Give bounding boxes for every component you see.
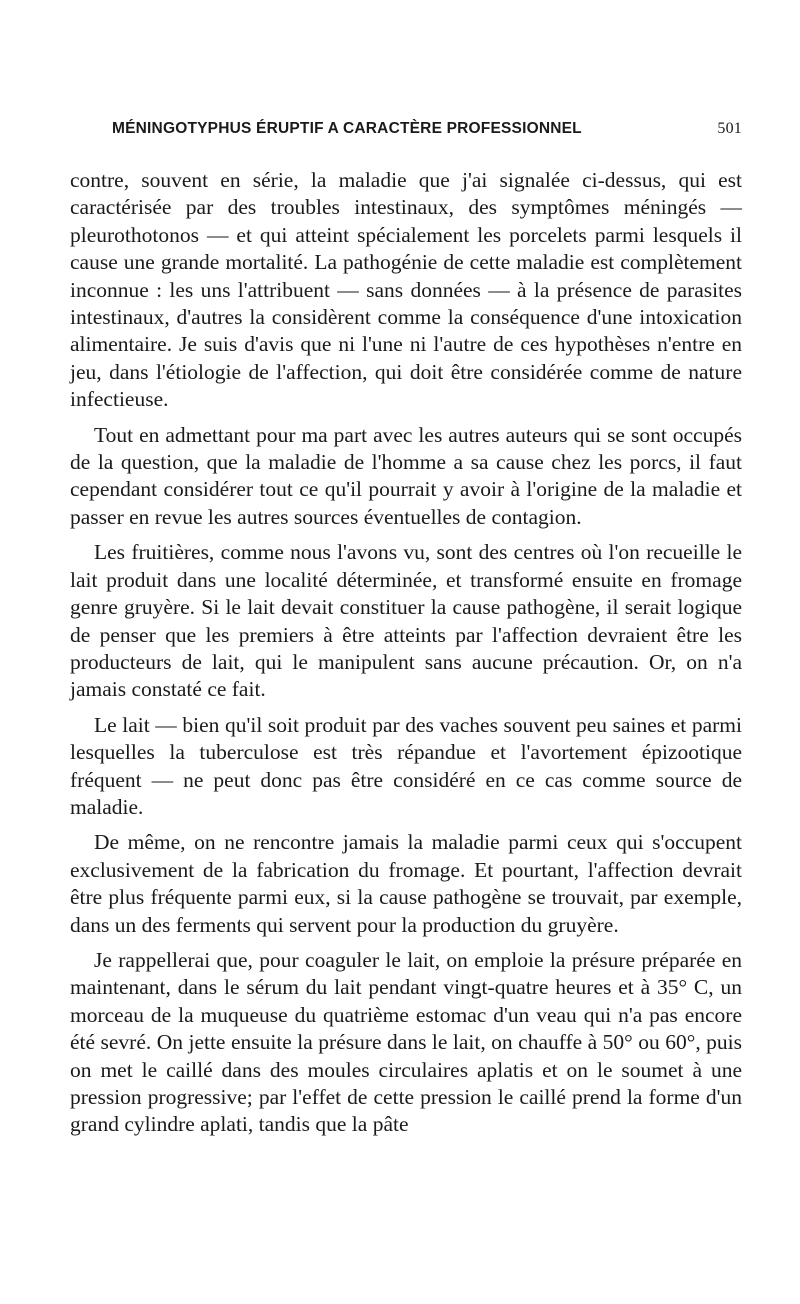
running-head [112,120,742,144]
body-text [70,167,742,1147]
paragraph-1: contre, souvent en série, la maladie que j'ai signalée ci-dessus, qui est caractérisée par des troubles intestinaux, des symptômes méningés — pleurothotonos — et qui atteint spécialement les porcelets parmi lesquels il cause une grande mortalité. La pathogénie de cette maladie est complètement inconnue : les uns l'attribuent — sans données — à la présence de parasites intestinaux, d'autres la considèrent comme la conséquence d'une intoxication alimentaire. Je suis d'avis que ni l'une ni l'autre de ces hypothèses n'entre en jeu, dans l'étiologie de l'affection, qui doit être considérée comme de nature infectieuse. [70,168,742,412]
page-number: 501 [717,120,742,137]
paragraph-3: Les fruitières, comme nous l'avons vu, sont des centres où l'on recueille le lait produit dans une localité déterminée, et transformé ensuite en fromage genre gruyère. Si le lait devait constituer la cause pathogène, il serait logique de penser que les premiers à être atteints par l'affection devraient être les producteurs de lait, qui le manipulent sans aucune précaution. Or, on n'a jamais constaté ce fait. [70,540,742,702]
book-page [70,0,742,1304]
paragraph-5: De même, on ne rencontre jamais la maladie parmi ceux qui s'occupent exclusivement de la fabrication du fromage. Et pourtant, l'affection devrait être plus fréquente parmi eux, si la cause pathogène se trouvait, par exemple, dans un des ferments qui servent pour la production du gruyère. [70,830,742,937]
running-title: MÉNINGOTYPHUS ÉRUPTIF A CARACTÈRE PROFESSIONNEL [112,120,582,137]
paragraph-4: Le lait — bien qu'il soit produit par des vaches souvent peu saines et parmi lesquelles la tuberculose est très répandue et l'avortement épizootique fréquent — ne peut donc pas être considéré en ce cas comme source de maladie. [70,712,742,819]
paragraph-2: Tout en admettant pour ma part avec les autres auteurs qui se sont occupés de la question, que la maladie de l'homme a sa cause chez les porcs, il faut cependant considérer tout ce qu'il pourrait y avoir à l'origine de la maladie et passer en revue les autres sources éventuelles de contagion. [70,422,742,529]
paragraph-6: Je rappellerai que, pour coaguler le lait, on emploie la présure préparée en maintenant, dans le sérum du lait pendant vingt-quatre heures et à 35° C, un morceau de la muqueuse du quatrième estomac d'un veau qui n'a pas encore été sevré. On jette ensuite la présure dans le lait, on chauffe à 50° ou 60°, puis on met le caillé dans des moules circulaires aplatis et on le soumet à une pression progressive; par l'effet de cette pression le caillé prend la forme d'un grand cylindre aplati, tandis que la pâte [70,947,742,1137]
